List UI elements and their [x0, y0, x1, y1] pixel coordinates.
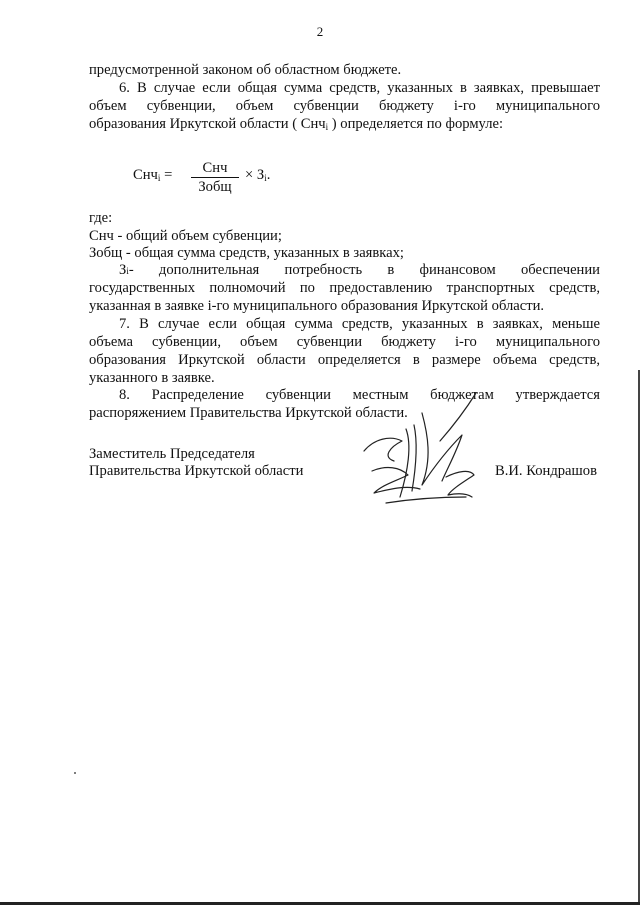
- formula-lhs-symbol: Снч: [133, 167, 158, 183]
- p7-line-1: 7. В случае если общая сумма средств, указанных в заявках, меньше: [119, 316, 600, 332]
- handwritten-signature: [362, 385, 482, 510]
- formula-rhs-sub: i: [264, 173, 267, 183]
- formula-fraction: [191, 160, 239, 196]
- p6-line-3-text: образования Иркутской области ( Снч: [89, 116, 326, 132]
- formula-times: ×: [245, 167, 254, 183]
- formula-lhs-sub: i: [157, 173, 161, 183]
- formula-end: .: [266, 167, 271, 183]
- formula-equals: =: [164, 167, 173, 183]
- p6-line-3-end: ) определяется по формуле:: [328, 116, 504, 132]
- p7-line-2: объема субвенции, объем субвенции бюджету i-го муниципального: [89, 334, 600, 350]
- formula-rhs: [245, 167, 270, 184]
- p6-line-2: объем субвенции, объем субвенции бюджету i-го муниципального: [89, 98, 600, 114]
- formula-denominator: Зобщ: [198, 179, 232, 195]
- p6-line-3: [89, 116, 600, 136]
- scan-speck: [74, 772, 76, 774]
- where-label: где:: [89, 210, 113, 226]
- zi-line-1-text: - дополнительная потребность в финансовом обеспечении: [128, 262, 600, 278]
- zi-symbol: З: [119, 262, 127, 278]
- signatory-name: В.И. Кондрашов: [495, 463, 597, 479]
- zi-line-1: [89, 262, 600, 280]
- zi-line-3: указанная в заявке i-го муниципального образования Иркутской области.: [89, 298, 545, 314]
- zi-line-2: государственных полномочий по предоставлению транспортных средств,: [89, 280, 600, 296]
- p7-line-4: указанного в заявке.: [89, 370, 215, 386]
- p8-line-1: 8. Распределение субвенции местным бюджетам утверждается: [119, 387, 600, 403]
- signatory-title-line-2: Правительства Иркутской области: [89, 463, 304, 479]
- definition-zobsh: Зобщ - общая сумма средств, указанных в заявках;: [89, 245, 404, 261]
- p7-line-3: образования Иркутской области определяется в размере объема средств,: [89, 352, 600, 368]
- continuation-line: предусмотренной законом об областном бюджете.: [89, 62, 402, 78]
- signatory-title-line-1: Заместитель Председателя: [89, 446, 255, 462]
- p6-subscript-i: i: [325, 122, 329, 132]
- formula-numerator: Снч: [191, 160, 239, 178]
- zi-subscript: i: [126, 266, 129, 276]
- p6-line-1: 6. В случае если общая сумма средств, указанных в заявках, превышает: [119, 80, 600, 96]
- signatory-title: [89, 446, 303, 480]
- formula-rhs-symbol: З: [256, 167, 265, 183]
- formula-lhs: [133, 167, 172, 184]
- page-number: 2: [316, 24, 324, 39]
- p8-line-2: распоряжением Правительства Иркутской области.: [89, 405, 408, 421]
- definition-snch: Снч - общий объем субвенции;: [89, 228, 282, 244]
